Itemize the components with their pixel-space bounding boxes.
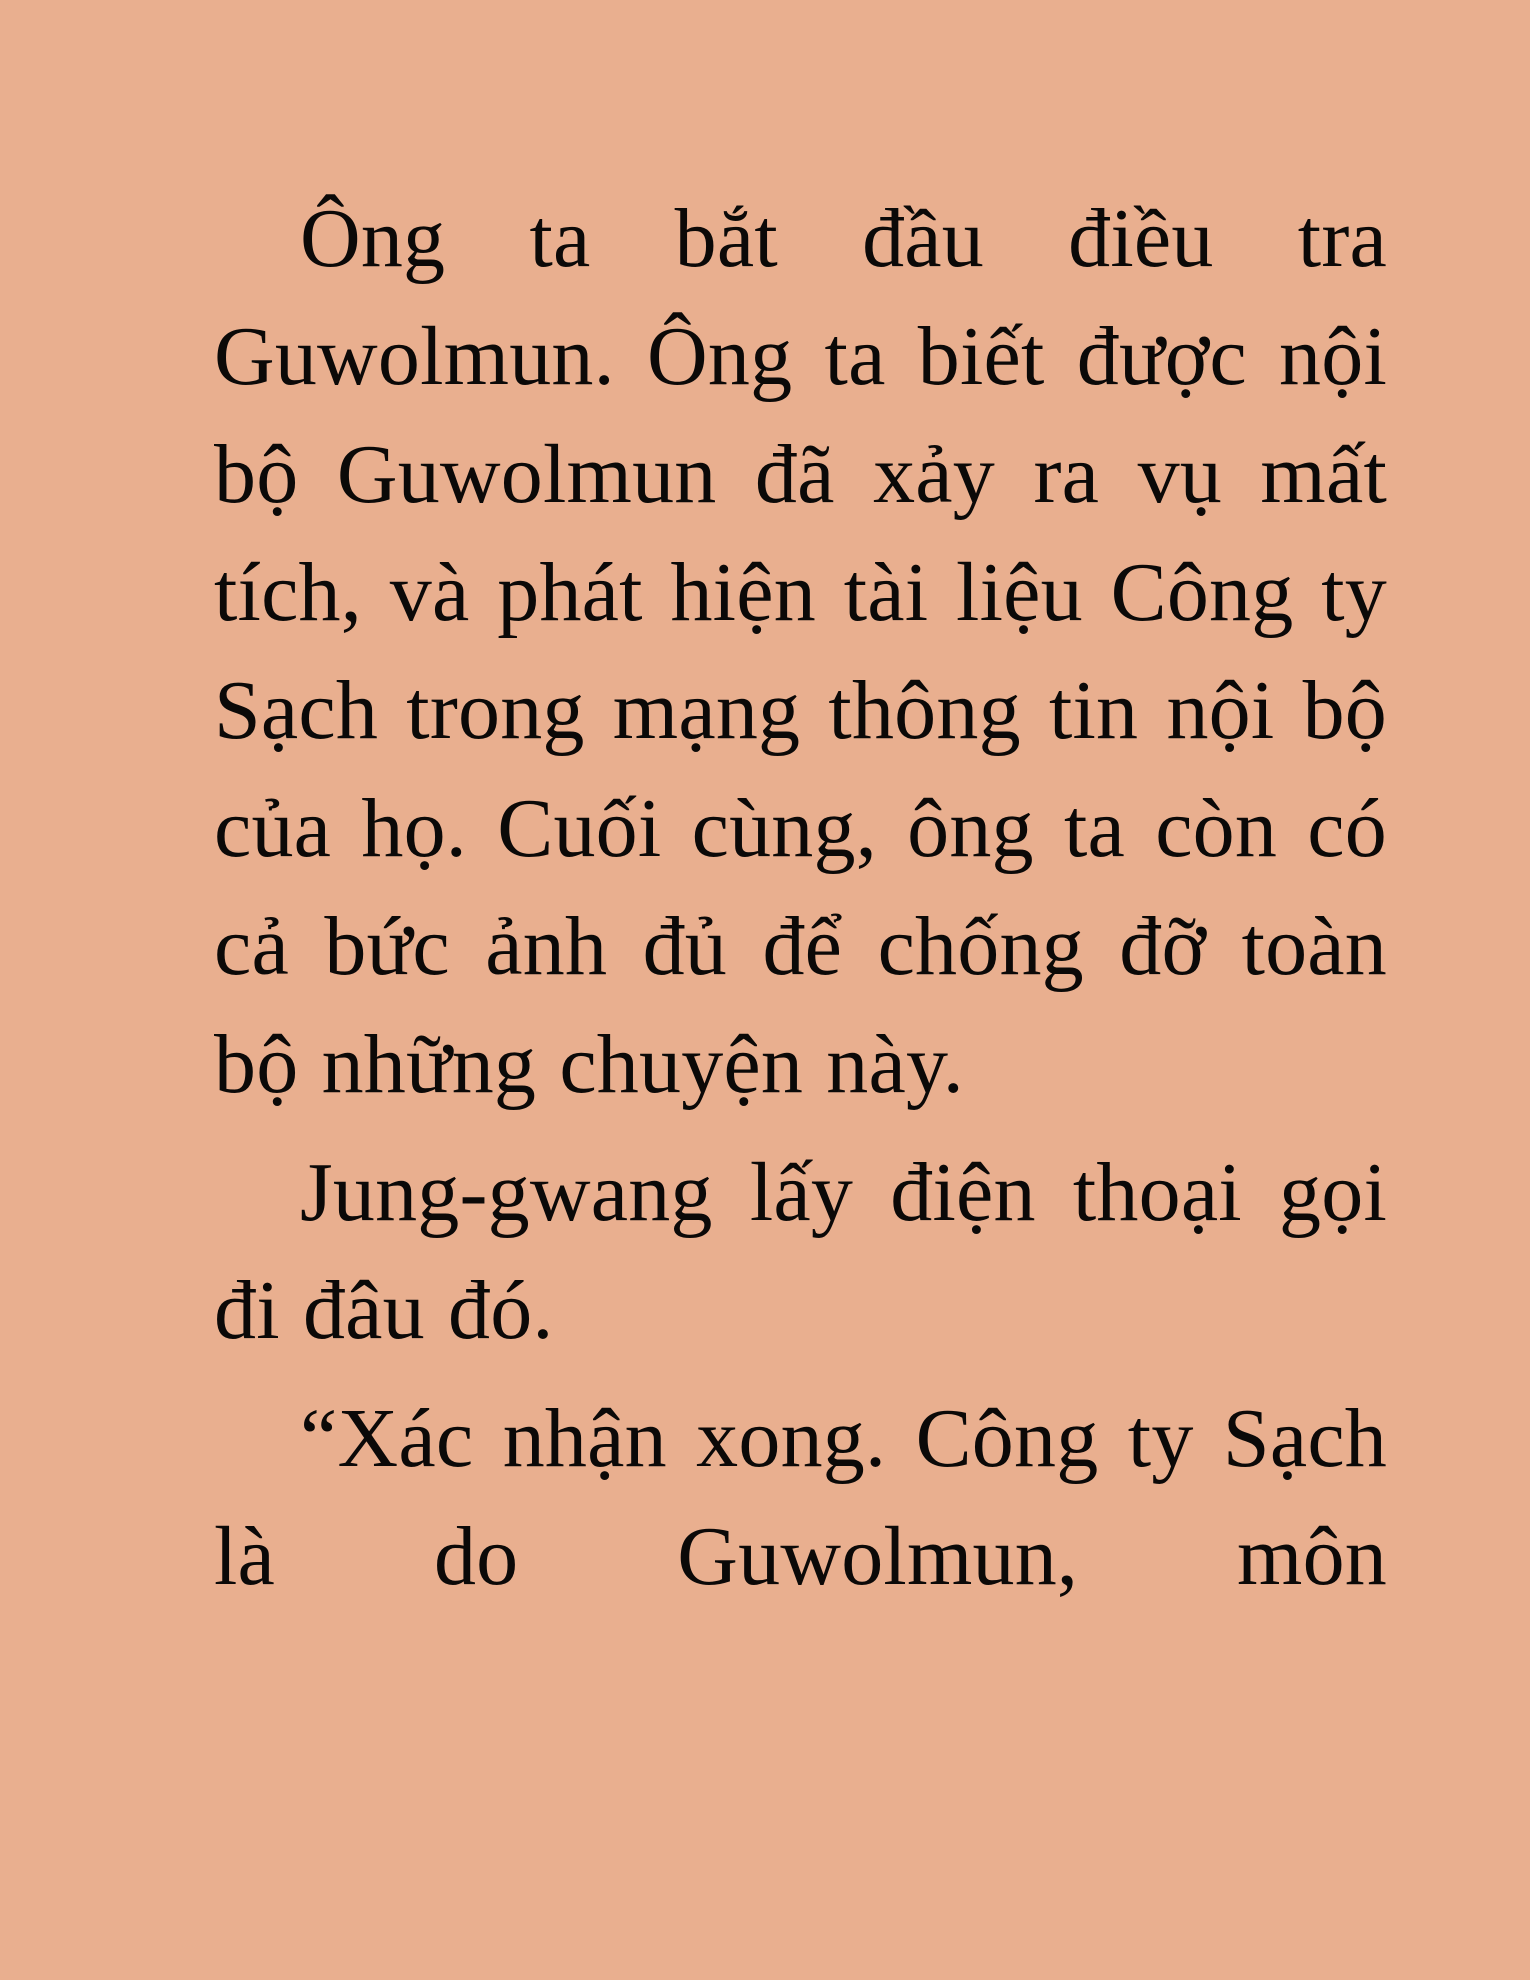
body-text bbox=[214, 180, 1387, 1626]
paragraph-1: Ông ta bắt đầu điều tra Guwolmun. Ông ta biết được nội bộ Guwolmun đã xảy ra vụ mất tích, và phát hiện tài liệu Công ty Sạch trong mạng thông tin nội bộ của họ. Cuối cùng, ông ta còn có cả bức ảnh đủ để chống đỡ toàn bộ những chuyện này. bbox=[214, 192, 1387, 1111]
paragraph-3: “Xác nhận xong. Công ty Sạch là do Guwolmun, môn bbox=[214, 1392, 1387, 1603]
paragraph-2: Jung-gwang lấy điện thoại gọi đi đâu đó. bbox=[214, 1146, 1387, 1357]
